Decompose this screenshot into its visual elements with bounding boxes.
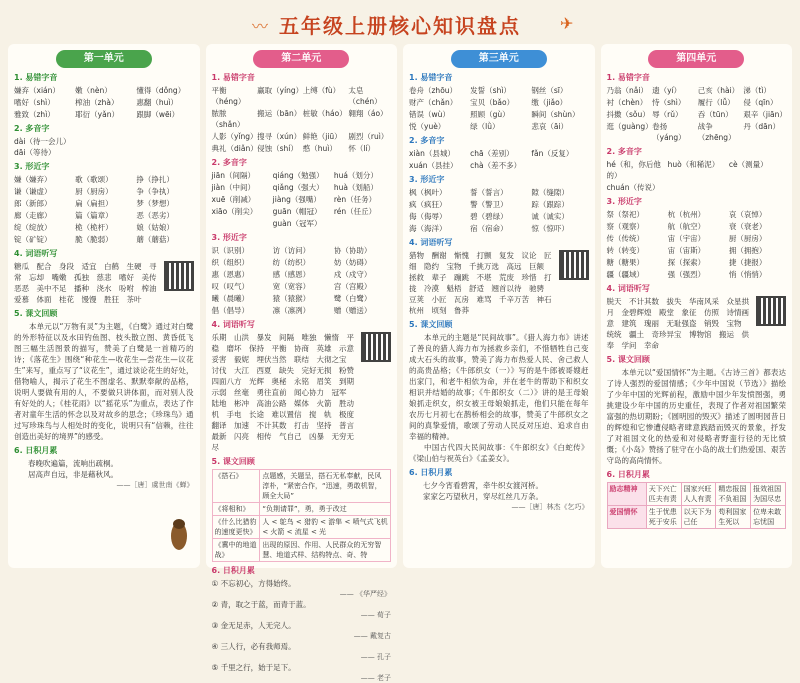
similar-item: 织（组织） <box>211 258 249 267</box>
poly-item: xuē（削减） <box>211 195 256 204</box>
unit1-section-accumulation: 6. 日积月累 <box>14 446 58 455</box>
similar-item: 叹（叹气） <box>211 282 249 291</box>
table-cell: 《将相和》 <box>212 503 260 516</box>
unit4-section-similar: 3. 形近字 <box>606 197 642 206</box>
poem-line: 家家乞巧望秋月，穿尽红丝几万条。 <box>423 492 543 501</box>
table-cell: 以天下为 己任 <box>681 506 716 529</box>
char-item: 己亥（hài） <box>697 86 740 95</box>
unit2-poly <box>212 170 392 229</box>
similar-item: 惠（恩惠） <box>211 270 249 279</box>
similar-item: 枫（枫叶） <box>409 188 447 197</box>
char-item: 典礼（diǎn） <box>211 144 258 153</box>
poem-line: 春晚吹遍篇，流响出疏桐。 <box>28 459 118 468</box>
unit4-review: 本单元以“爱国情怀”为主题。《古诗三首》都表达了诗人强烈的爱国情感；《少年中国说（节选）》描绘了少年中国的光辉前程，激励中国少年发愤图强，勇挑建设少年中国的历史重任，表现了作者对祖国繁荣富强的热切期盼；《圆明园的毁灭》描述了圆明园昔日的辉煌和它惨遭侵略者肆意践踏而毁灭的景象，抒发了对祖国文化的热爱和对侵略者野蛮行径的无比愤慨；《小岛》赞扬了驻守在小岛的战士们热爱国、艰苦守岛的高尚情怀。 <box>606 368 786 465</box>
unit2-section-accumulation: 6. 日积月累 <box>211 566 255 575</box>
similar-item: 争（争执） <box>136 187 174 196</box>
unit4-poly <box>607 159 787 193</box>
char-item: 搜寻（xún） <box>257 132 302 141</box>
similar-item: 凛（凛冽） <box>272 306 311 315</box>
char-item: 艰辛（jiān） <box>743 110 787 119</box>
similar-item: 嫌（嫌弃） <box>14 175 52 184</box>
poem-line: 七夕今宵看碧霄，牵牛织女渡河桥。 <box>423 481 543 490</box>
unit2-section-similar: 3. 形近字 <box>211 233 247 242</box>
char-item: 翱翔（áo） <box>348 109 388 118</box>
unit3-column <box>403 44 595 568</box>
char-item: 照顾（gù） <box>470 110 510 119</box>
table-cell: 位卑未敢 忘忧国 <box>751 506 786 529</box>
similar-item: 疯（疯狂） <box>409 200 447 209</box>
similar-item: 桅（桅杆） <box>75 223 113 232</box>
similar-item: 宿（宿命） <box>470 224 508 233</box>
table-cell: 天下兴亡 匹夫有责 <box>646 483 681 506</box>
char-item: 嫩（nèn） <box>75 86 112 95</box>
similar-item: 谦（谦虚） <box>14 187 52 196</box>
table-cell: 爱国情怀 <box>607 506 646 529</box>
similar-item: 锭（矿锭） <box>14 235 52 244</box>
char-item: 嗜好（shì） <box>14 98 55 107</box>
char-item: 卷舟（zhōu） <box>409 86 458 95</box>
unit3-section-polyphone: 2. 多音字 <box>409 136 445 145</box>
unit3-chars <box>409 85 589 132</box>
char-item: 发誓（shì） <box>470 86 511 95</box>
poly-item: huá（划分） <box>333 171 378 180</box>
char-item: 赢取（yíng） <box>257 86 304 95</box>
quote-line: ③ 金无足赤，人无完人。 <box>211 621 296 630</box>
unit1-section-similar: 3. 形近字 <box>14 162 50 171</box>
char-item: 怀（lí） <box>348 144 376 153</box>
unit4-section-review: 5. 课文回顾 <box>606 355 650 364</box>
char-item: 遗（yí） <box>652 86 682 95</box>
similar-item: 宽（宽容） <box>272 282 311 291</box>
similar-item: 娘（姑娘） <box>136 223 174 232</box>
char-item: 跟脚（wēi） <box>136 110 180 119</box>
unit2-chars <box>212 85 392 154</box>
title-bar <box>0 0 800 44</box>
similar-item: 脆（脆弱） <box>75 235 113 244</box>
quote-author: —— 荀子 <box>360 611 391 619</box>
similar-item: 诚（诚实） <box>531 212 569 221</box>
poly-item: qiǎng（强大） <box>272 183 324 192</box>
char-item: 搬运（bān） <box>257 109 302 118</box>
char-item: 嫌弃（xián） <box>14 86 60 95</box>
similar-item: 郎（新郎） <box>14 199 52 208</box>
table-cell: 人 < 鸵鸟 < 猎豹 < 游隼 < 喷气式飞机 < 火箭 < 流星 < 光 <box>260 516 391 539</box>
similar-item: 誓（誓言） <box>470 188 508 197</box>
bird-icon: ✈ <box>560 14 574 33</box>
char-item: 懂得（dǒng） <box>136 86 186 95</box>
similar-item: 恶（恶劣） <box>136 211 174 220</box>
char-item: 辱（rǔ） <box>652 110 683 119</box>
char-item: 抖擞（sǒu） <box>606 110 650 119</box>
unit4-section-dictation: 4. 词语听写 <box>606 284 650 293</box>
poly-item: hé（和，你后他的） <box>606 160 661 180</box>
char-item: 绿（lǜ） <box>470 122 500 131</box>
char-item: 缴（jiǎo） <box>531 98 568 107</box>
char-item: 雅致（zhì） <box>14 110 55 119</box>
char-item: 悲哀（āi） <box>531 122 569 131</box>
unit4-section-polyphone: 2. 多音字 <box>606 147 642 156</box>
unit2-review-table <box>212 469 392 562</box>
dictation-words: 脱天 不计其数 拔失 华南风采 众星拱月 金碧辉煌 殿堂 象征 仿照 诗情画意 建筑 瑰丽 无耻强盗 销毁 宝物 统统 疆土 奇珍异宝 博物馆 搬运 供奉 学问 幸命 <box>606 297 749 350</box>
quote-line: ① 不忘初心，方得始终。 <box>211 579 296 588</box>
poem-line: 居高声自远，非是藉秋风。 <box>28 470 118 479</box>
table-cell: 国家兴旺 人人有责 <box>681 483 716 506</box>
unit3-section-review: 5. 课文回顾 <box>409 320 453 329</box>
quote-line: ② 青，取之于蓝，而青于蓝。 <box>211 600 311 609</box>
char-item: 丹（dān） <box>743 122 780 131</box>
similar-item: 感（感恩） <box>272 270 311 279</box>
poly-item: rén（任丘） <box>333 207 377 216</box>
dictation-block <box>14 261 194 305</box>
char-item: 衬（chèn） <box>606 98 648 107</box>
char-item: 侵蚀（shí） <box>257 144 298 153</box>
unit1-column <box>8 44 200 568</box>
quote-line: ④ 三人行，必有我师焉。 <box>211 642 296 651</box>
quote-author: —— 《华严经》 <box>339 590 391 598</box>
similar-item: 航（航空） <box>667 222 706 231</box>
similar-item: 隙（缝隙） <box>531 188 569 197</box>
dictation-block <box>212 332 392 453</box>
table-row <box>212 516 391 539</box>
table-cell: 《搭石》 <box>212 470 260 503</box>
unit4-title: 第四单元 <box>648 50 744 68</box>
similar-item: 哀（哀悼） <box>728 210 767 219</box>
similar-item: 强（强烈） <box>667 270 706 279</box>
table-cell: 苟利国家 生死以 <box>716 506 751 529</box>
unit1-section-review: 5. 课文回顾 <box>14 309 58 318</box>
char-item: 鲜艳（jiū） <box>302 132 342 141</box>
unit3-title: 第三单元 <box>451 50 547 68</box>
dictation-words: 乐期 山洪 暴发 间隔 唯独 懒惰 平稳 磨坏 保持 平衡 协商 英雄 示意 妥害 毅妮 埋伏当然 联结 大彻之宝 讨伐 大江 西夏 缺失 完好无损 粉赞 四面八方 光辉 奥秘 永铭 眉笑 到期 示弱 丝毫 勇往直前 闻心协力 冠军 陆地 彬冲 高油公路 媒体 火箭 胜动机 手电 长途 难以置信 搅 轨 极度 翻译 加速 不计其数 打击 坚持 普言 最新 闪亮 相传 气自己 凶暴 无穷无尽 <box>211 333 362 452</box>
char-item: 太皂（chén） <box>348 86 382 106</box>
unit4-section-pronunciation: 1. 易错字音 <box>606 73 650 82</box>
similar-item: 宙（宇宙） <box>667 234 706 243</box>
table-cell: 报效祖国 为国尽忠 <box>751 483 786 506</box>
similar-item: 协（协助） <box>333 246 372 255</box>
poly-item: xiāo（削尖） <box>211 207 258 216</box>
similar-item: 碧（碧绿） <box>470 212 508 221</box>
unit4-section-accumulation: 6. 日积月累 <box>606 470 650 479</box>
unit3-section-accumulation: 6. 日积月累 <box>409 468 453 477</box>
char-item: 逛（guàng） <box>606 122 653 131</box>
poly-item: guàn（冠军） <box>272 219 322 228</box>
similar-item: 廊（走廊） <box>14 211 52 220</box>
similar-item: 鹭（白鹭） <box>333 294 372 303</box>
char-item: 憨（huì） <box>302 144 337 153</box>
table-cell: 励志精神 <box>607 483 646 506</box>
poly-item: dāi（等待） <box>14 148 56 157</box>
char-item: 宝贝（bǎo） <box>470 98 515 107</box>
quote-author: —— 孔子 <box>360 653 391 661</box>
similar-item: 衰（衰老） <box>728 222 767 231</box>
char-item: 错误（wù） <box>409 110 450 119</box>
table-row <box>212 470 391 503</box>
similar-item: 厨（厨房） <box>75 187 113 196</box>
similar-item: 赠（赠送） <box>333 306 372 315</box>
quote-line: ⑤ 千里之行，始于足下。 <box>211 663 296 672</box>
unit3-poly <box>409 148 589 171</box>
unit1-similar <box>14 174 194 245</box>
columns <box>8 44 792 682</box>
unit1-review: 本单元以“万物有灵”为主题，《白鹭》通过对白鹭的外形特征以及水田钓鱼图、枝头散立图、黄昏低飞图三幅生活图景的描写，赞美了白鹭是一首精巧的诗；《落花生》围绕“种花生—收花生—尝花生—议花生”来写，重点写了“议花生”，通过谈论花生的好处，借物喻人，揭示了花生不图虚名、默默奉献的品格，说明人要做有用的人，不要做只讲体面，而对别人没有好处的人；《桂花雨》以“摇花乐”为重点，表达了作者对童年生活的怀念以及对故乡的思念；《珍珠鸟》通过写珍珠鸟与人相处时的变化，说明只有“信赖，往往创造出美好的境界”的感受。 <box>14 322 194 441</box>
table-cell: 点题感，关题呈，搭石无私奉献，民风淳朴，“紧密合作，“迅速，勇敢机智，顾全大局” <box>260 470 391 503</box>
dictation-words: 猎物 酬谢 惭愧 打颤 复发 议论 匠细 隐约 宝物 千挑万选 高远 巨额 拯救 辈子 蹦跳 不堪 荒废 珍惜 打拢 冷漠 魁梧 舒适 翘首以待 驰骋 豆荚 小匠 瓦房 难骂 千辛万苦 神石 杭州 顷刻 鲁莽 <box>409 251 559 315</box>
poly-item: huà（划船） <box>333 183 378 192</box>
char-item: 悦（yuè） <box>409 122 446 131</box>
similar-item: 梦（梦想） <box>136 199 174 208</box>
char-item: 瞬间（shùn） <box>531 110 580 119</box>
quote-author: —— 老子 <box>360 674 391 682</box>
similar-item: 捷（捷报） <box>728 258 767 267</box>
char-item: 耶衍（yǎn） <box>75 110 119 119</box>
qr-code-icon[interactable] <box>361 332 391 362</box>
similar-item: 祭（祭祀） <box>606 210 644 219</box>
similar-item: 曦（晨曦） <box>211 294 249 303</box>
quote-author: —— 戴复古 <box>353 632 391 640</box>
char-item: 恃（shì） <box>652 98 686 107</box>
unit1-section-pronunciation: 1. 易错字音 <box>14 73 58 82</box>
similar-item: 海（海洋） <box>409 224 447 233</box>
similar-item: 侮（侮辱） <box>409 212 447 221</box>
table-cell: 出现的原因、作用、人民群众的无穷智慧、地道式样、结构特点、奇、特 <box>260 539 391 562</box>
poly-item: xiàn（县城） <box>409 149 455 158</box>
unit4-accumulation-table <box>607 482 787 529</box>
table-cell: 精忠报国 不负祖国 <box>716 483 751 506</box>
similar-item: 转（转变） <box>606 246 644 255</box>
poly-item: fǎn（反复） <box>531 149 574 158</box>
poly-item: chà（差不多） <box>470 161 522 170</box>
similar-item: 惊（惊吓） <box>531 224 569 233</box>
char-item: 人影（yǐng） <box>211 132 258 141</box>
similar-item: 篇（篇章） <box>75 211 113 220</box>
char-item: 卷扬（yáng） <box>652 122 686 142</box>
page-title: 五年级上册核心知识盘点 <box>279 14 521 38</box>
similar-item: 厨（厨房） <box>728 234 767 243</box>
poly-item: chuán（传说） <box>606 183 660 192</box>
unit3-section-similar: 3. 形近字 <box>409 175 445 184</box>
unit3-review: 本单元的主题是“民间故事”。《猎人海力布》讲述了善良的猎人海力布为拯救乡亲们，不惜牺牲自己变成大石头的故事，赞美了海力布热爱人民、舍己救人的高贵品格；《牛郎织女（一）》写的是牛郎被哥嫂赶出家门，和老牛相依为命，并在老牛的帮助下和织女相识并结婚的故事；《牛郎织女（二）》讲的是王母娘娘抓走织女，织女被王母娘娘抓走，他们只能在每年农历七月初七在鹊桥相会的故事，赞美了牛郎织女之间的真挚爱情，歌颂了劳动人民反对压迫、追求自由幸福的精神。 <box>409 333 589 441</box>
unit4-similar <box>607 209 787 280</box>
similar-item: 挣（挣扎） <box>136 175 174 184</box>
similar-item: 妨（妨碍） <box>333 258 372 267</box>
poem-author: ——［唐］虞世南《蝉》 <box>116 481 194 489</box>
unit2-section-polyphone: 2. 多音字 <box>211 158 247 167</box>
table-cell: 《什么比猎豹的速度更快》 <box>212 516 260 539</box>
poly-item: dài（待一会儿） <box>14 137 71 146</box>
poly-item: cè（测量） <box>728 160 768 169</box>
unit1-title: 第一单元 <box>56 50 152 68</box>
poly-item: jiàng（强嘴） <box>272 195 321 204</box>
poly-item: guān（帽冠） <box>272 207 322 216</box>
char-item: 剧烈（ruì） <box>348 132 389 141</box>
similar-item: 踪（跟踪） <box>531 200 569 209</box>
poly-item: jiàn（中间） <box>211 183 256 192</box>
similar-item: 警（警卫） <box>470 200 508 209</box>
unit3-review-extra: 中国古代四大民间故事：《牛郎织女》《白蛇传》《梁山伯与祝英台》《孟姜女》。 <box>409 443 589 463</box>
unit2-similar <box>212 245 392 316</box>
char-item: 脓脓（shǎn） <box>211 109 245 129</box>
char-item: 涕（tì） <box>743 86 771 95</box>
similar-item: 访（访问） <box>272 246 311 255</box>
similar-item: 纺（纺织） <box>272 258 311 267</box>
unit2-column <box>206 44 398 682</box>
table-row <box>607 506 786 529</box>
similar-item: 猿（猿猴） <box>272 294 311 303</box>
char-item: 上缚（fù） <box>302 86 341 95</box>
unit3-section-pronunciation: 1. 易错字音 <box>409 73 453 82</box>
unit4-chars <box>607 85 787 143</box>
char-item: 战争（zhēng） <box>697 122 736 142</box>
table-row <box>607 483 786 506</box>
poly-item: qiáng（勉强） <box>272 171 324 180</box>
table-cell: 生于忧患 死于安乐 <box>646 506 681 529</box>
unit2-section-dictation: 4. 词语听写 <box>211 320 255 329</box>
poly-item: rèn（任务） <box>333 195 377 204</box>
cicada-icon <box>166 516 192 552</box>
similar-item: 察（观察） <box>606 222 644 231</box>
poly-item: xuán（县挂） <box>409 161 458 170</box>
qr-code-icon[interactable] <box>559 250 589 280</box>
poly-item: huò（和稀泥） <box>667 160 720 169</box>
dictation-words: 糖瓜 配合 身段 适宜 白鹤 生硬 寻常 忘却 嘴嫩 孤独 慈悲 嗜好 美传 恶恶 美中不足 播种 浇水 吩咐 榨油 爱慕 体面 桂花 馒馒 胜狂 茶叶 <box>14 262 164 304</box>
char-item: 履行（lǚ） <box>697 98 735 107</box>
dictation-block <box>607 296 787 351</box>
char-item: 钢丝（sī） <box>531 86 568 95</box>
similar-item: 拥（拥抱） <box>728 246 767 255</box>
char-item: 惠翻（huì） <box>136 98 178 107</box>
char-item: 桩敏（háo） <box>302 109 347 118</box>
char-item: 平衡（héng） <box>211 86 246 106</box>
similar-item: 宫（宫殿） <box>333 282 372 291</box>
similar-item: 宙（宙斯） <box>667 246 706 255</box>
char-item: 财产（chǎn） <box>409 98 458 107</box>
similar-item: 扁（扁担） <box>75 199 113 208</box>
qr-code-icon[interactable] <box>164 261 194 291</box>
table-row <box>212 539 391 562</box>
table-row <box>212 503 391 516</box>
unit3-similar <box>409 187 589 234</box>
similar-item: 倡（倡导） <box>211 306 249 315</box>
poem-author: ——［唐］林杰《乞巧》 <box>511 503 589 511</box>
similar-item: 绽（绽放） <box>14 223 52 232</box>
dictation-block <box>409 250 589 316</box>
similar-item: 疆（疆域） <box>606 270 644 279</box>
unit4-column <box>601 44 793 568</box>
poly-item: chā（差别） <box>470 149 514 158</box>
unit1-chars <box>14 85 194 120</box>
poly-item: jiān（间隔） <box>211 171 256 180</box>
table-cell: 《冀中的地道战》 <box>212 539 260 562</box>
similar-item: 悄（悄悄） <box>728 270 767 279</box>
qr-code-icon[interactable] <box>756 296 786 326</box>
char-item: 吞（tūn） <box>697 110 733 119</box>
char-item: 乃翁（nǎi） <box>606 86 648 95</box>
similar-item: 探（探索） <box>667 258 706 267</box>
unit2-section-review: 5. 课文回顾 <box>211 457 255 466</box>
table-cell: “负荆请罪”，勇，勇于改过 <box>260 503 391 516</box>
unit2-section-pronunciation: 1. 易错字音 <box>211 73 255 82</box>
unit1-section-dictation: 4. 词语听写 <box>14 249 58 258</box>
similar-item: 戍（戍守） <box>333 270 372 279</box>
similar-item: 糖（糖果） <box>606 258 644 267</box>
similar-item: 杭（杭州） <box>667 210 706 219</box>
char-item: 榨油（zhà） <box>75 98 119 107</box>
char-item: 侵（qīn） <box>743 98 778 107</box>
unit3-section-dictation: 4. 词语听写 <box>409 238 453 247</box>
similar-item: 传（传统） <box>606 234 644 243</box>
similar-item: 蘑（蘑菇） <box>136 235 174 244</box>
similar-item: 歌（歌颂） <box>75 175 113 184</box>
similar-item: 识（识别） <box>211 246 249 255</box>
unit2-title: 第二单元 <box>253 50 349 68</box>
unit1-section-polyphone: 2. 多音字 <box>14 124 50 133</box>
bird-icon: 〰 <box>252 17 269 36</box>
